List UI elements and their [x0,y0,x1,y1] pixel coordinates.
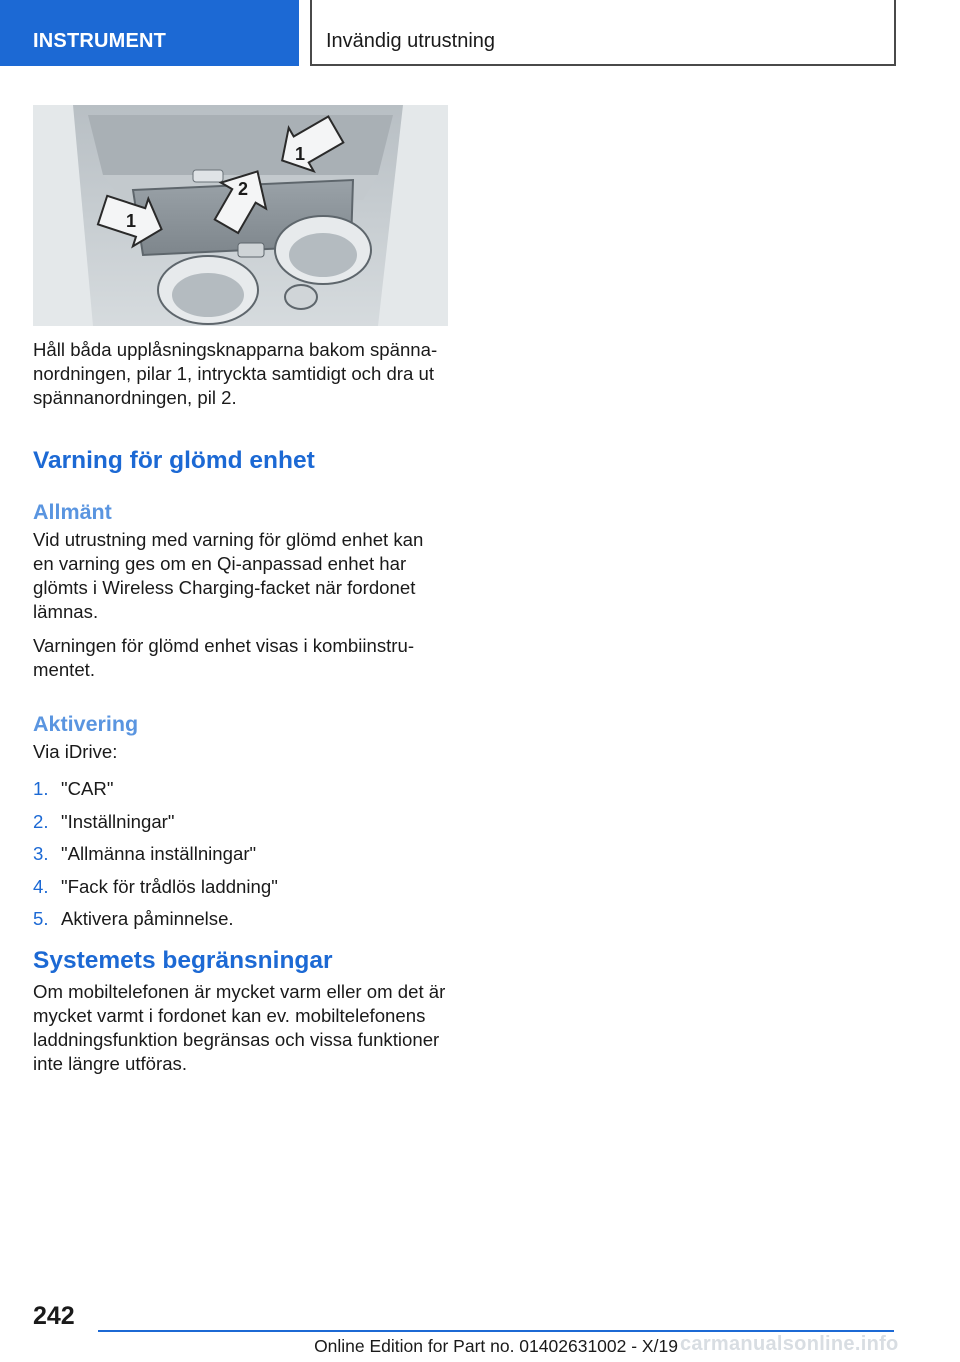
list-item [33,810,448,843]
figure-label-1-right: 1 [295,144,306,164]
subheading-activation: Aktivering [33,712,139,736]
activation-steps [33,777,448,940]
page-number: 242 [33,1302,75,1330]
subheading-general: Allmänt [33,500,112,524]
general-paragraph-2: Varningen för glömd enhet visas i kombiinstrumentet. [33,635,415,680]
limitations-paragraph: Om mobiltelefonen är mycket varm eller om det är mycket varmt i fordonet kan ev. mobiltelefonens laddningsfunktion begränsas och vissa funktioner inte längre utföras. [33,980,446,1074]
general-paragraph-1: Vid utrustning med varning för glömd enhet kan en varning ges om en Qi-anpassad enhet har glömts i Wireless Charging-facket när fordonet lämnas. [33,529,424,622]
watermark: carmanualsonline.info [680,1333,899,1355]
list-item [33,875,448,908]
step-number: 3. [33,843,49,864]
console-illustration [33,105,448,326]
step-number: 5. [33,908,49,929]
figure-label-2: 2 [238,179,249,199]
step-number: 4. [33,875,49,897]
footer-divider [98,1330,894,1332]
step-text: Aktivera påminnelse. [61,908,234,929]
list-item [33,907,448,940]
step-number: 2. [33,810,49,832]
section-heading-limitations: Systemets begränsningar [33,946,333,974]
step-text: "Allmänna inställningar" [61,843,257,864]
list-item [33,842,448,875]
figure-label-1-left: 1 [126,211,137,231]
intro-paragraph: Håll båda upplåsningsknapparna bakom spännanordningen, pilar 1, intryckta samtidigt och dra ut spännanordningen, pil 2. [33,339,438,408]
step-text: "CAR" [61,778,114,799]
footer-edition: Online Edition for Part no. 01402631002 - X/19 [314,1336,678,1356]
section-heading-forgotten-device: Varning för glömd enhet [33,447,315,474]
step-number: 1. [33,778,49,799]
console-illustration-svg [33,105,448,326]
chapter-tab[interactable]: INSTRUMENT [0,0,299,66]
main-content [33,338,448,1076]
step-text: "Inställningar" [61,810,175,832]
section-title: Invändig utrustning [310,0,896,66]
step-text: "Fack för trådlös laddning" [61,875,278,897]
list-item [33,777,448,810]
activation-intro: Via iDrive: [33,741,118,762]
